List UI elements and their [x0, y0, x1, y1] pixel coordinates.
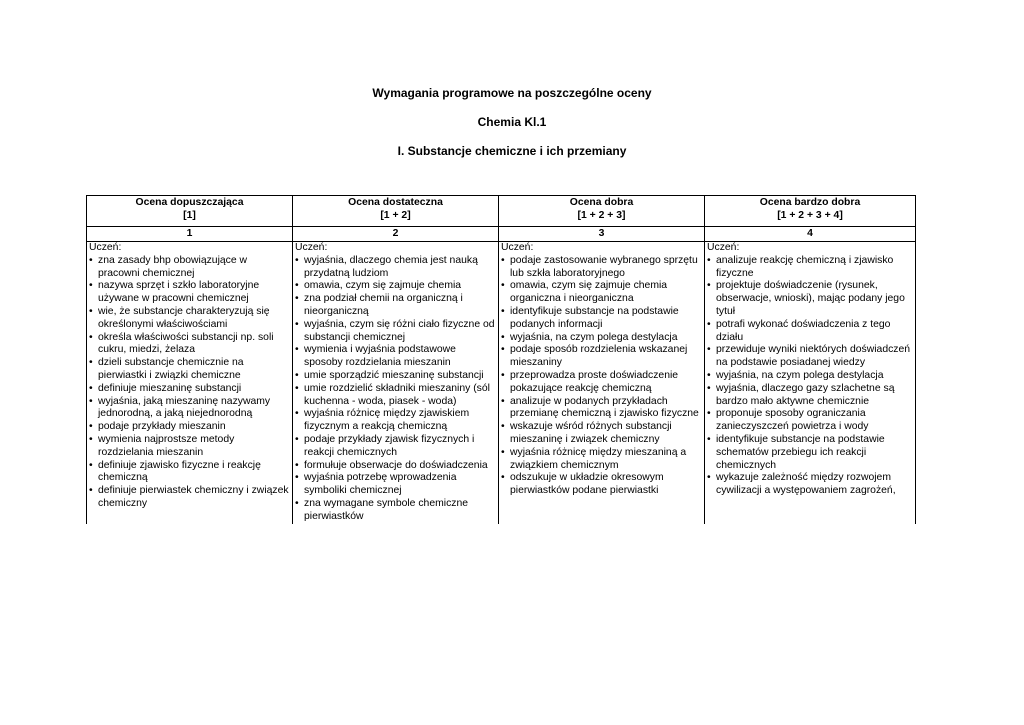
requirements-list [295, 255, 496, 524]
list-item: • projektuje doświadczenie (rysunek, obserwacje, wnioski), mając podany jego tytuł [707, 280, 913, 318]
column-header-range: [1] [183, 210, 196, 221]
list-item: • identyfikuje substancje na podstawie schematów przebiegu ich reakcji chemicznych [707, 434, 913, 472]
cell-intro: Uczeń: [707, 242, 740, 253]
list-item: • nazywa sprzęt i szkło laboratoryjne używane w pracowni chemicznej [89, 280, 290, 306]
list-item: • wykazuje zależność między rozwojem cywilizacji a występowaniem zagrożeń, [707, 472, 913, 498]
list-item: • formułuje obserwacje do doświadczenia [295, 460, 496, 473]
list-item: • umie sporządzić mieszaninę substancji [295, 370, 496, 383]
cell-intro: Uczeń: [89, 242, 122, 253]
cell-intro: Uczeń: [501, 242, 534, 253]
requirements-table [86, 195, 916, 524]
list-item: • analizuje reakcję chemiczną i zjawisko fizyczne [707, 255, 913, 281]
list-item: • wyjaśnia, jaką mieszaninę nazywamy jednorodną, a jaką niejednorodną [89, 396, 290, 422]
column-header-dostateczna [293, 196, 499, 227]
list-item: • odszukuje w układzie okresowym pierwiastków podane pierwiastki [501, 472, 702, 498]
requirements-cell-4 [705, 242, 916, 524]
requirements-cell-1 [87, 242, 293, 524]
list-item: • wymienia najprostsze metody rozdzielania mieszanin [89, 434, 290, 460]
list-item: • podaje przykłady zjawisk fizycznych i reakcji chemicznych [295, 434, 496, 460]
column-header-dobra [499, 196, 705, 227]
column-header-name: Ocena dostateczna [348, 197, 443, 208]
list-item: • podaje sposób rozdzielenia wskazanej mieszaniny [501, 344, 702, 370]
list-item: • definiuje mieszaninę substancji [89, 383, 290, 396]
list-item: • podaje przykłady mieszanin [89, 421, 290, 434]
list-item: • zna wymagane symbole chemiczne pierwiastków [295, 498, 496, 524]
requirements-list [707, 255, 913, 498]
column-number: 1 [87, 227, 293, 242]
list-item: • umie rozdzielić składniki mieszaniny (sól kuchenna - woda, piasek - woda) [295, 383, 496, 409]
list-item: • dzieli substancje chemicznie na pierwiastki i związki chemiczne [89, 357, 290, 383]
table-number-row [87, 227, 916, 242]
column-header-name: Ocena dobra [569, 197, 634, 208]
list-item: • omawia, czym się zajmuje chemia [295, 280, 496, 293]
column-number: 4 [705, 227, 916, 242]
column-number: 2 [293, 227, 499, 242]
column-header-bardzo-dobra [705, 196, 916, 227]
column-header-name: Ocena bardzo dobra [759, 197, 861, 208]
list-item: • wymienia i wyjaśnia podstawowe sposoby rozdzielania mieszanin [295, 344, 496, 370]
document-title: Wymagania programowe na poszczególne oceny [372, 86, 652, 100]
list-item: • identyfikuje substancje na podstawie podanych informacji [501, 306, 702, 332]
requirements-cell-2 [293, 242, 499, 524]
list-item: • definiuje pierwiastek chemiczny i związek chemiczny [89, 485, 290, 511]
list-item: • wyjaśnia, dlaczego chemia jest nauką przydatną ludziom [295, 255, 496, 281]
list-item: • definiuje zjawisko fizyczne i reakcję chemiczną [89, 460, 290, 486]
list-item: • określa właściwości substancji np. soli cukru, miedzi, żelaza [89, 332, 290, 358]
list-item: • wyjaśnia, dlaczego gazy szlachetne są bardzo mało aktywne chemicznie [707, 383, 913, 409]
list-item: • przewiduje wyniki niektórych doświadczeń na podstawie posiadanej wiedzy [707, 344, 913, 370]
list-item: • podaje zastosowanie wybranego sprzętu lub szkła laboratoryjnego [501, 255, 702, 281]
list-item: • potrafi wykonać doświadczenia z tego działu [707, 319, 913, 345]
column-number: 3 [499, 227, 705, 242]
requirements-list [89, 255, 290, 511]
cell-intro: Uczeń: [295, 242, 328, 253]
requirements-cell-3 [499, 242, 705, 524]
list-item: • wyjaśnia potrzebę wprowadzenia symboliki chemicznej [295, 472, 496, 498]
table-header-row [87, 196, 916, 227]
list-item: • zna zasady bhp obowiązujące w pracowni chemicznej [89, 255, 290, 281]
list-item: • wyjaśnia różnicę między mieszaniną a związkiem chemicznym [501, 447, 702, 473]
list-item: • wyjaśnia, na czym polega destylacja [501, 332, 702, 345]
list-item: • proponuje sposoby ograniczania zanieczyszczeń powietrza i wody [707, 408, 913, 434]
list-item: • analizuje w podanych przykładach przemianę chemiczną i zjawisko fizyczne [501, 396, 702, 422]
list-item: • zna podział chemii na organiczną i nieorganiczną [295, 293, 496, 319]
list-item: • przeprowadza proste doświadczenie pokazujące reakcję chemiczną [501, 370, 702, 396]
list-item: • wie, że substancje charakteryzują się określonymi właściwościami [89, 306, 290, 332]
column-header-range: [1 + 2] [380, 210, 411, 221]
column-header-name: Ocena dopuszczająca [135, 197, 244, 208]
list-item: • wyjaśnia, na czym polega destylacja [707, 370, 913, 383]
column-header-range: [1 + 2 + 3 + 4] [777, 210, 843, 221]
requirements-list [501, 255, 702, 498]
list-item: • wskazuje wśród różnych substancji mieszaninę i związek chemiczny [501, 421, 702, 447]
column-header-range: [1 + 2 + 3] [577, 210, 626, 221]
list-item: • omawia, czym się zajmuje chemia organiczna i nieorganiczna [501, 280, 702, 306]
document-subtitle: Chemia Kl.1 [477, 115, 547, 129]
table-body-row [87, 242, 916, 524]
list-item: • wyjaśnia różnicę między zjawiskiem fizycznym a reakcją chemiczną [295, 408, 496, 434]
column-header-dopuszczajaca [87, 196, 293, 227]
section-title: I. Substancje chemiczne i ich przemiany [397, 144, 627, 158]
list-item: • wyjaśnia, czym się różni ciało fizyczne od substancji chemicznej [295, 319, 496, 345]
